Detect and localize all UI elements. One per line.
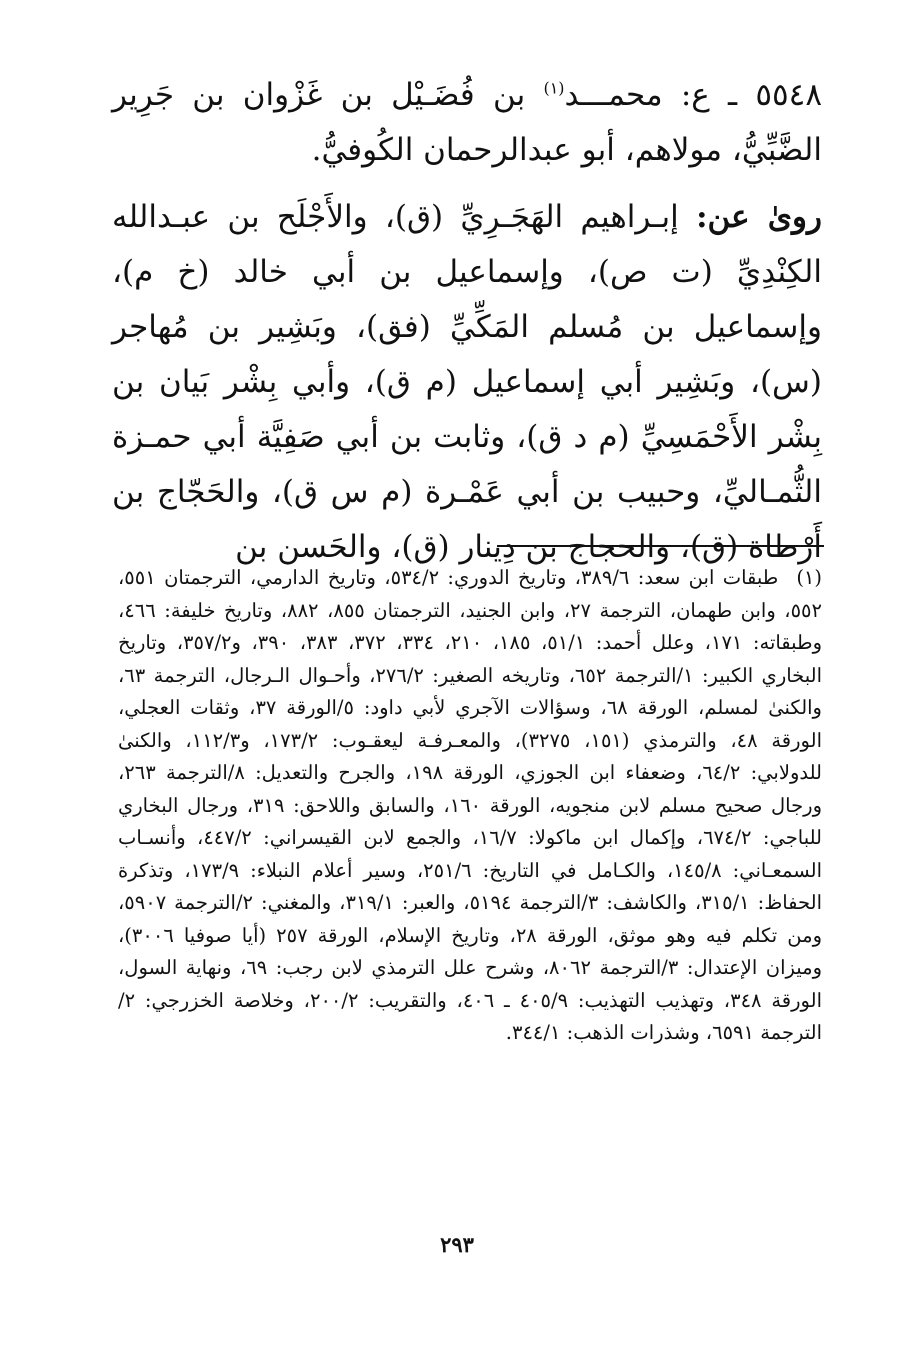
narrated-from-text: إبـراهيم الهَجَـرِيِّ (ق)، والأَجْلَح بن عبـدالله الكِنْدِيِّ (ت ص)، وإسماعيل بن أبي خالد (خ م)، وإسماعيل بن مُسلم المَكِّيِّ (فق)، وبَشِير بن مُهاجر (س)، وبَشِير أبي إسماعيل (م ق)، وأبي بِشْر بَيان بن بِشْر الأَحْمَسِيِّ (م د ق)، وثابت بن أبي صَفِيَّة أبي حمـزة الثُّمـاليِّ، وحبيب بن أبي عَمْـرة (م س ق)، والحَجّاج بن أَرْطاة (ق)، والحجاج بن دِينار (ق)، والحَسن بن [112,199,822,565]
page-number: ٢٩٣ [440,1232,474,1257]
footnote-text: طبقات ابن سعد: ٣٨٩/٦، وتاريخ الدوري: ٥٣٤/٢، وتاريخ الدارمي، الترجمتان ٥٥١، ٥٥٢، وابن طهمان، الترجمة ٢٧، وابن الجنيد، الترجمتان ٨٥٥، ٨٨٢، وتاريخ خليفة: ٤٦٦، وطبقاته: ١٧١، وعلل أحمد: ٥١/١، ١٨٥، ٢١٠، ٣٣٤، ٣٧٢، ٣٨٣، ٣٩٠، و٣٥٧/٢، وتاريخ البخاري الكبير: ١/الترجمة ٦٥٢، وتاريخه الصغير: ٢٧٦/٢، وأحـوال الـرجال، الترجمة ٦٣، والكنىٰ لمسلم، الورقة ٦٨، وسؤالات الآجري لأبي داود: ٥/الورقة ٣٧، وثقات العجلي، الورقة ٤٨، والترمذي (١٥١، ٣٢٧٥)، والمعـرفـة ليعقـوب: ١٧٣/٢، و١١٢/٣، والكنىٰ للدولابي: ٦٤/٢، وضعفاء ابن الجوزي، الورقة ١٩٨، والجرح والتعديل: ٨/الترجمة ٢٦٣، ورجال صحيح مسلم لابن منجويه، الورقة ١٦٠، والسابق واللاحق: ٣١٩، ورجال البخاري للباجي: ٦٧٤/٢، وإكمال ابن ماكولا: ١٦/٧، والجمع لابن القيسراني: ٤٤٧/٢، وأنسـاب السمعـاني: ١٤٥/٨، والكـامل في التاريخ: ٢٥١/٦، وسير أعلام النبلاء: ١٧٣/٩، وتذكرة الحفاظ: ٣١٥/١، والكاشف: ٣/الترجمة ٥١٩٤، والعبر: ٣١٩/١، والمغني: ٢/الترجمة ٥٩٠٧، ومن تكلم فيه وهو موثق، الورقة ٢٨، وتاريخ الإسلام، الورقة ٢٥٧ (أيا صوفيا ٣٠٠٦)، وميزان الإعتدال: ٣/الترجمة ٨٠٦٢، وشرح علل الترمذي لابن رجب: ٦٩، ونهاية السول، الورقة ٣٤٨، وتهذيب التهذيب: ٤٠٥/٩ ـ ٤٠٦، والتقريب: ٢٠٠/٢، وخلاصة الخزرجي: ٢/الترجمة ٦٥٩١، وشذرات الذهب: ٣٤٤/١. [118,566,823,1044]
entry-heading [112,68,822,178]
footnote-divider [497,545,824,547]
entry-head-rest: بن فُضَـيْل بن غَزْوان بن جَرِير الضَّبِّيُّ، مولاهم، أبو عبدالرحمان الكُوفيُّ. [112,77,822,168]
entry-head: ٥٥٤٨ ـ ع: محمـــد [564,77,822,113]
narrated-from-paragraph [112,190,822,575]
narrated-from-label: روىٰ عن: [696,199,823,235]
footnote [118,562,822,1050]
footnote-number: (١) [796,566,823,589]
biography-entry [112,68,822,575]
footnote-reference: (١) [543,78,565,98]
